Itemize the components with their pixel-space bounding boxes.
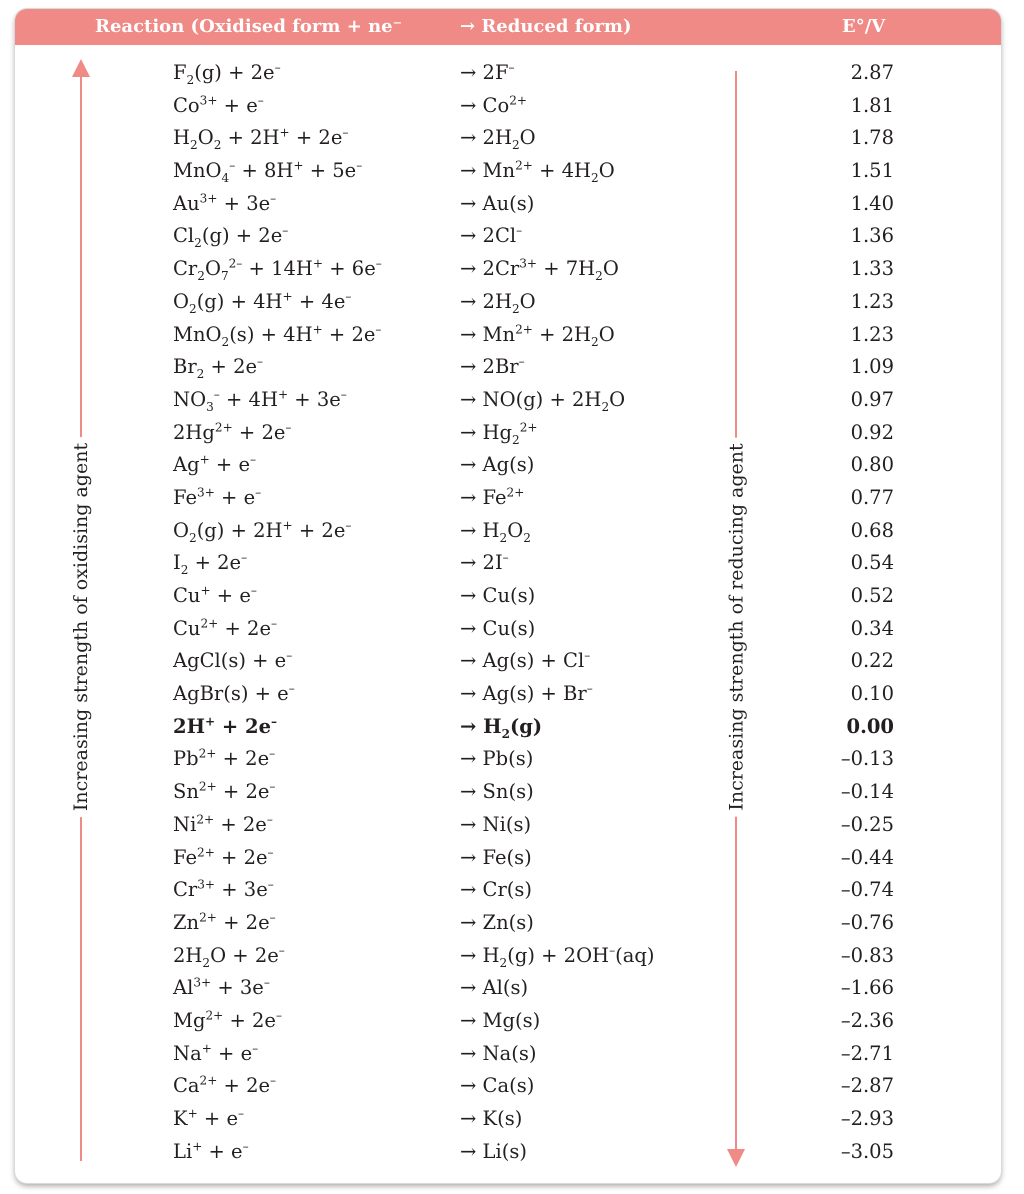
e0-value: 0.10 [850, 682, 894, 706]
reduced-form: → $Hg_2^{2+}$ [460, 420, 538, 447]
e0-value: 1.33 [850, 257, 894, 281]
reduced-form: → Au(s) [460, 191, 535, 215]
reduced-form: → Cu(s) [460, 616, 536, 640]
e0-value: 1.09 [850, 355, 894, 379]
table-row [15, 122, 1001, 155]
oxidised-form: AgCl(s) + e– [173, 648, 293, 673]
oxidised-form: $H_2O_2 + 2H^+ + 2e^-$ [173, 125, 349, 153]
table-row [15, 155, 1001, 188]
oxidised-form: $Cu^{2+} + 2e^-$ [173, 616, 278, 640]
oxidised-form: MnO$_2$(s) + 4H+ + 2e– [173, 322, 382, 349]
oxidised-form: $Al^{3+} + 3e^-$ [173, 975, 270, 1000]
oxidised-form: $O_2(g) + 4H^+ + 4e^-$ [173, 289, 352, 316]
e0-value: 1.51 [850, 159, 894, 183]
e0-value: –0.25 [840, 812, 894, 836]
table-row [15, 1136, 1001, 1169]
table-row [15, 809, 1001, 842]
e0-value: 1.81 [850, 93, 894, 117]
reduced-form: → 2Br– [460, 354, 525, 379]
table-row [15, 351, 1001, 384]
table-row [15, 972, 1001, 1005]
e0-value: 0.52 [850, 584, 894, 607]
oxidised-form: Ag+ + e– [173, 452, 257, 477]
reduced-form: → $Fe^{2+}$ [460, 485, 525, 509]
oxidised-form: $NO_3^- + 4H^+ + 3e^-$ [173, 387, 347, 414]
table-header [15, 9, 1001, 45]
reduced-form: → $H_2O_2$ [460, 518, 531, 545]
reduced-form: → Zn(s) [460, 910, 534, 934]
e0-value: 2.87 [850, 61, 894, 84]
reduced-form: → K(s) [460, 1107, 523, 1130]
table-row [15, 1070, 1001, 1103]
oxidised-form: $Br_2 + 2e^-$ [173, 354, 264, 382]
reduced-form: → Fe(s) [460, 845, 532, 869]
reduced-form: → 2Cl– [460, 223, 523, 248]
e0-value: –0.74 [840, 878, 894, 902]
reduced-form: → Cu(s) [460, 584, 536, 607]
reduced-form: → $NO(g) + 2H_2O$ [460, 387, 626, 414]
oxidised-form: $Fe^{2+} + 2e^-$ [173, 845, 274, 869]
e0-value: 0.80 [850, 453, 894, 477]
e0-value: –0.44 [840, 845, 894, 869]
table-row [15, 384, 1001, 417]
e0-value: 0.97 [850, 387, 894, 411]
table-row [15, 417, 1001, 450]
reduced-form: → Ni(s) [460, 812, 532, 836]
oxidised-form: $2Hg^{2+} + 2e^-$ [173, 420, 292, 444]
e0-value: 1.40 [850, 191, 894, 215]
table-row [15, 482, 1001, 515]
e0-value: –0.13 [840, 747, 894, 771]
oxidised-form: $Au^{3+} + 3e^-$ [173, 191, 277, 215]
left-axis-label: Increasing strength of oxidising agent [70, 437, 92, 817]
right-axis-label: Increasing strength of reducing agent [725, 437, 747, 816]
table-row [15, 286, 1001, 319]
table-row [15, 743, 1001, 776]
table-row [15, 711, 1001, 744]
e0-value: 0.00 [846, 714, 894, 738]
reduced-form: → $Mn^{2+} + 4H_2O$ [460, 158, 615, 185]
table-row [15, 319, 1001, 352]
e0-value: –2.36 [840, 1008, 894, 1032]
reduced-form: → Sn(s) [460, 780, 534, 804]
e0-value: 0.92 [850, 420, 894, 444]
oxidised-form: $O_2(g) + 2H^+ + 2e^-$ [173, 518, 352, 545]
reduced-form: → $H_2(g)$ [460, 714, 543, 741]
table-row [15, 874, 1001, 907]
reduced-form: → Ag(s) [460, 453, 535, 477]
oxidised-form: Na+ + e– [173, 1041, 259, 1065]
e0-value: 1.36 [850, 224, 894, 248]
oxidised-form: 2H+ + 2e– [173, 714, 278, 738]
e0-value: –2.71 [840, 1041, 894, 1065]
e0-value: –3.05 [840, 1139, 894, 1163]
oxidised-form: $Cr_2O_7^{2-} + 14H^+ + 6e^-$ [173, 256, 382, 284]
reduced-form: → Na(s) [460, 1041, 537, 1065]
oxidised-form: $Pb^{2+} + 2e^-$ [173, 746, 276, 771]
header-reduced-form: → Reduced form) [460, 16, 632, 37]
table-row [15, 940, 1001, 973]
reduced-form: → Ag(s) + Cl– [460, 648, 591, 673]
e0-value: 0.68 [850, 518, 894, 542]
oxidised-form: $Zn^{2+} + 2e^-$ [173, 910, 276, 934]
oxidised-form: $F_2(g) + 2e^-$ [173, 60, 281, 87]
e0-value: 0.77 [850, 485, 894, 509]
table-row [15, 1103, 1001, 1136]
table-row [15, 188, 1001, 221]
table-row [15, 776, 1001, 809]
reduced-form: → 2I– [460, 550, 509, 575]
e0-value: 1.23 [850, 289, 894, 313]
oxidised-form: $I_2 + 2e^-$ [173, 550, 248, 578]
oxidised-form: MnO$_4$– + 8H+ + 5e– [173, 158, 363, 185]
table-row [15, 580, 1001, 613]
oxidised-form: Cu+ + e– [173, 583, 257, 607]
table-row [15, 220, 1001, 253]
table-row [15, 449, 1001, 482]
reduced-form: → Li(s) [460, 1139, 527, 1163]
table-row [15, 678, 1001, 711]
oxidised-form: $Ni^{2+} + 2e^-$ [173, 812, 273, 836]
reduced-form: → $2H_2O$ [460, 289, 536, 316]
table-row [15, 515, 1001, 548]
oxidised-form: $Ca^{2+} + 2e^-$ [173, 1073, 277, 1098]
table-row [15, 547, 1001, 580]
reduced-form: → Cr(s) [460, 878, 533, 902]
oxidised-form: $Co^{3+} + e^-$ [173, 93, 264, 117]
table-row [15, 1038, 1001, 1071]
table-row [15, 253, 1001, 286]
table-row [15, 1005, 1001, 1038]
oxidised-form: $Sn^{2+} + 2e^-$ [173, 779, 276, 804]
table-row [15, 842, 1001, 875]
header-reaction: Reaction (Oxidised form + ne⁻ [95, 16, 403, 37]
table-body [15, 57, 1001, 1168]
oxidised-form: $Cr^{3+} + 3e^-$ [173, 877, 274, 902]
reduced-form: → Al(s) [460, 976, 529, 1000]
oxidised-form: Li+ + e– [173, 1139, 249, 1163]
oxidised-form: AgBr(s) + e– [173, 681, 295, 706]
reduced-form: → $2H_2O$ [460, 126, 536, 153]
e0-value: 1.23 [850, 322, 894, 346]
reduced-form: → Pb(s) [460, 747, 534, 771]
e0-value: –0.83 [840, 943, 894, 967]
reduced-form: → $2Cr^{3+} + 7H_2O$ [460, 256, 619, 284]
oxidised-form: $Cl_2(g) + 2e^-$ [173, 223, 289, 251]
reduced-form: → Mg(s) [460, 1008, 541, 1032]
reduced-form: → $H_2(g) + 2OH^-(aq)$ [460, 943, 655, 970]
reduced-form: → Ag(s) + Br– [460, 681, 593, 706]
table-row [15, 57, 1001, 90]
e0-value: –1.66 [840, 976, 894, 1000]
table-row [15, 645, 1001, 678]
e0-value: 0.22 [850, 649, 894, 673]
electrode-potential-table [15, 9, 1001, 1183]
oxidised-form: $Fe^{3+} + e^-$ [173, 485, 262, 509]
e0-value: 1.78 [850, 126, 894, 150]
e0-value: –0.76 [840, 910, 894, 934]
oxidised-form: K+ + e– [173, 1106, 245, 1130]
reduced-form: → Ca(s) [460, 1074, 535, 1098]
reduced-form: → $Co^{2+}$ [460, 93, 528, 117]
reduced-form: → 2F– [460, 60, 515, 84]
oxidised-form: $2H_2O + 2e^-$ [173, 943, 285, 970]
e0-value: 0.34 [850, 616, 894, 640]
e0-value: 0.54 [850, 551, 894, 575]
reduced-form: → $Mn^{2+} + 2H_2O$ [460, 322, 615, 349]
e0-value: –0.14 [840, 780, 894, 804]
table-row [15, 90, 1001, 123]
oxidised-form: $Mg^{2+} + 2e^-$ [173, 1008, 282, 1032]
table-row [15, 613, 1001, 646]
header-e0: E°/V [842, 16, 886, 37]
e0-value: –2.93 [840, 1107, 894, 1130]
e0-value: –2.87 [840, 1074, 894, 1098]
table-row [15, 907, 1001, 940]
